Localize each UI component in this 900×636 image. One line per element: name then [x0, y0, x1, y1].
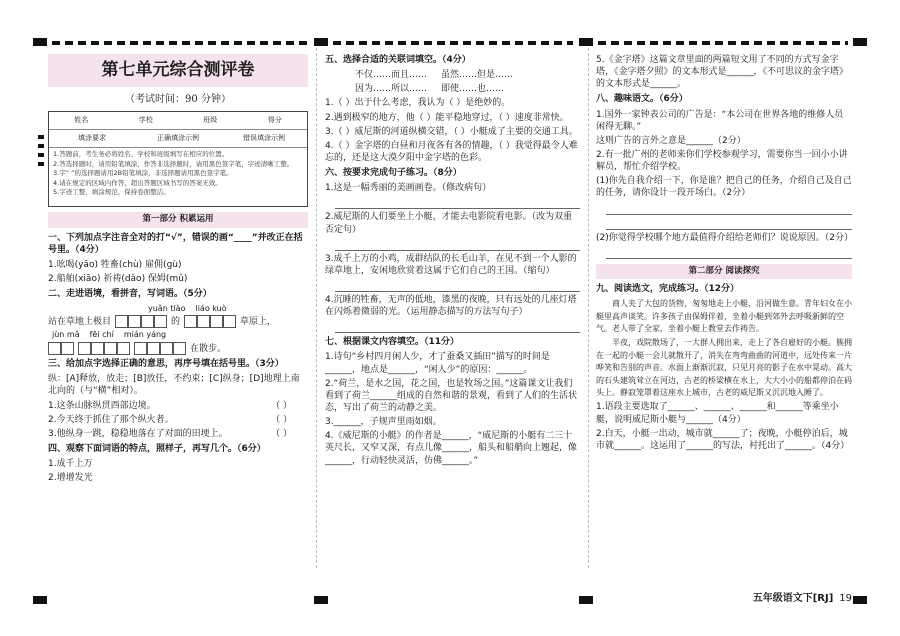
- dash-line: [333, 41, 573, 45]
- column-divider: [316, 48, 317, 568]
- column-divider: [588, 48, 589, 568]
- school-cell: 学校: [138, 116, 153, 125]
- score-cell: 得分: [267, 116, 282, 125]
- question-heading: 七、根据课文内容填空。（11分）: [325, 337, 460, 348]
- question-line: 1.吆喝(yāo) 牲畜(chù) 雇佣(gù): [48, 260, 182, 271]
- binding-mark: [38, 135, 44, 139]
- pinyin: fēi chí: [89, 330, 114, 340]
- option: 不仅……而且……: [355, 70, 428, 81]
- question-heading: 八、趣味语文。（6分）: [596, 94, 688, 105]
- note-line: 3.字“ ”的选择题请用2B铅笔填涂，非选择题请用黑色签字笔。: [53, 169, 233, 178]
- note-line: 2.答选择题时，请用铅笔填涂，作答非选择题时，请用黑色签字笔，字迹清晰工整。: [53, 159, 294, 168]
- note-line: 4.请在规定的区域内作答，超出答题区域书写的答案无效。: [53, 178, 222, 187]
- question-line: （ ） 3.他纵身一跳，稳稳地落在了对面的田埂上。: [48, 428, 292, 439]
- pinyin: mián yáng: [123, 330, 167, 340]
- pinyin: yuǎn tiào: [148, 303, 186, 313]
- note-line: 1.答题前，考生务必将姓名、学校和班级填写在相应的位置。: [53, 150, 229, 159]
- pinyin: jùn mǎ: [52, 330, 80, 340]
- question-line: 2.增增发光: [48, 473, 93, 484]
- answer-line[interactable]: [335, 196, 580, 209]
- answer-line[interactable]: [606, 202, 852, 215]
- question-line: 3.（ ）威尼斯的河道纵横交错，（ ）小艇成了主要的交通工具。: [325, 126, 578, 137]
- question-line: 1.这是一幅秀丽的美画画卷。（修改病句）: [325, 183, 492, 194]
- reading-passage: 商人夹了大包的货物，匆匆地走上小艇，沿河做生意。青年妇女在小艇里高声谈笑。许多孩子由保姆伴着，坐着小艇到郊外去呼吸新鲜的空气。老人带了全家，坐着小艇上教堂去作祷告。: [596, 299, 852, 334]
- info-row: [49, 130, 307, 148]
- question-line: 2.白天，小艇一出动，城市就______了；夜晚，小艇停泊后，城市就______。这运用了______的写法，衬托出了______。（4分）: [596, 428, 850, 451]
- answer-line[interactable]: [335, 238, 580, 251]
- question-heading: 二、走进语境，看拼音，写词语。（5分）: [48, 289, 212, 300]
- info-table: [48, 111, 308, 207]
- section-bar: 第一部分 积累运用: [48, 212, 308, 227]
- option: 即使……也……: [441, 84, 505, 95]
- option: 虽然……但是……: [441, 70, 514, 81]
- option-row: [325, 69, 580, 81]
- question-line: (2)你觉得学校哪个地方最值得介绍给老师们？说说原因。（2分）: [596, 232, 853, 243]
- question-line: 2.有一批广州的老师来你们学校参观学习，需要你当一回小小讲解员，帮忙介绍学校。: [596, 149, 848, 173]
- pinyin-row: [52, 330, 308, 341]
- register-mark: [314, 596, 328, 604]
- pinyin: liáo kuò: [195, 303, 227, 313]
- question-line: (1)你先自我介绍一下，你是谁？把自己的任务，介绍自己及自己的任务，请你设计一段开场白。（2分）: [596, 176, 852, 199]
- question-line: （ ） 2.今天终于抓住了那个纵火者。: [48, 414, 292, 425]
- answer-line[interactable]: [606, 246, 852, 259]
- sentence-text: 草原上，: [240, 316, 277, 327]
- question-line: 1.成千上万: [48, 459, 93, 470]
- binding-mark: [38, 153, 44, 157]
- question-line: 4.（ ）金字塔的白昼和月夜各有各的情趣，（ ）我觉得最令人难忘的，还是这大漠夕阳中金字塔的色彩。: [325, 140, 578, 163]
- exam-time: （考试时间：90 分钟）: [125, 93, 231, 105]
- question-desc: 纵：[A]释放，放走；[B]放任，不约束；[C]纵身；[D]地理上南北向的（与“横”相对）。: [48, 374, 300, 397]
- answer-line[interactable]: [335, 279, 580, 292]
- option: 因为……所以……: [355, 84, 428, 95]
- answer-paren[interactable]: （ ）: [271, 428, 292, 439]
- question-line: 1.语段主要选取了______、______、______和______等乘坐小艇，说明威尼斯小艇与______（4分）: [596, 402, 839, 425]
- middle-column: [325, 48, 580, 469]
- question-line: 4.沉睡的牲畜，无声的低地，漆黑的夜晚，只有远处的几座灯塔在闪烁着微弱的光。（运用静态描写的方法写句子）: [325, 294, 577, 318]
- sentence-text: 在散步。: [190, 343, 227, 354]
- register-mark: [33, 38, 47, 46]
- answer-paren[interactable]: （ ）: [271, 400, 292, 411]
- answer-paren[interactable]: （ ）: [271, 414, 292, 425]
- writing-row: [48, 342, 308, 355]
- reading-passage: 半夜，戏院散场了，一大群人拥出来，走上了各自雇好的小艇。簇拥在一起的小艇一会儿就散开了，消失在弯弯曲曲的河道中，远处传来一片哗笑和告别的声音。水面上渐渐沉寂，只见月亮的影子在水中晃动。高大的石头建筑耸立在河边，古老的桥梁横在水上，大大小小的船都停泊在码头上。静寂笼罩着这座水上城市，古老的威尼斯又沉沉地入睡了。: [596, 338, 852, 398]
- notes: [49, 148, 307, 199]
- binding-mark: [38, 162, 44, 166]
- wrong-example-cell: 错误填涂示例: [243, 134, 285, 143]
- left-column: [48, 48, 308, 486]
- question-heading: 六、按要求完成句子练习。（8分）: [325, 168, 462, 179]
- question-line: 1.国外一家钟表公司的广告是：“本公司在世界各地的维修人员闲得无聊。”: [596, 109, 844, 132]
- dash-line: [52, 41, 310, 45]
- page-number: 19: [839, 593, 852, 604]
- question-line: 1.诗句“乡村四月闲人少，才了蚕桑又插田”描写的时间是______，地点是______，“闲人少”的原因：______。: [325, 352, 550, 375]
- question-heading: 九、阅读选文，完成练习。（12分）: [596, 284, 740, 295]
- question-line: 2.遇到极窄的地方，他（ ）能平稳地穿过，（ ）速度非常快。: [325, 112, 569, 123]
- writing-grid[interactable]: [134, 342, 186, 355]
- writing-grid[interactable]: [48, 342, 74, 355]
- page-title: 第七单元综合测评卷: [48, 54, 308, 87]
- sentence-text: 站在草地上极目: [48, 316, 112, 327]
- register-mark: [33, 596, 47, 604]
- register-mark: [853, 596, 867, 604]
- register-mark: [579, 38, 593, 46]
- question-line: 2.船舶(xiāo) 祈祷(dǎo) 保姆(mǔ): [48, 274, 188, 285]
- section-bar: 第二部分 阅读探究: [596, 264, 852, 279]
- writing-grid[interactable]: [78, 342, 130, 355]
- writing-grid[interactable]: [115, 315, 167, 328]
- note-line: 5.字迹工整，填涂规范，保持卷面整洁。: [53, 188, 170, 197]
- sentence-text: 的: [171, 316, 181, 327]
- binding-mark: [38, 144, 44, 148]
- answer-line[interactable]: [335, 320, 580, 333]
- question-line: 3.成千上万的小鸡，成群结队的长毛山羊，在见不到一个人影的绿草地上，安闲地欣赏着这属于它们自己的王国。（缩句）: [325, 253, 577, 276]
- question-heading: 五、选择合适的关联词填空。（4分）: [325, 55, 471, 65]
- register-mark: [314, 38, 328, 46]
- pinyin-row: [148, 304, 308, 315]
- answer-line[interactable]: [606, 217, 852, 230]
- question-line: 3.______，子规声里雨如烟。: [325, 417, 442, 428]
- question-heading: 一、下列加点字注音全对的打“√”，错误的画“____”并改正在括号里。（4分）: [48, 232, 303, 256]
- fill-req-cell: 填涂要求: [78, 134, 106, 143]
- question-line: 2.威尼斯的人们要坐上小艇，才能去电影院看电影。（改为双重否定句）: [325, 212, 573, 235]
- question-line: （ ） 1.这条山脉纵贯西部边境。: [48, 400, 292, 411]
- name-cell: 姓名: [74, 116, 89, 125]
- register-mark: [579, 596, 593, 604]
- writing-grid[interactable]: [184, 315, 236, 328]
- question-heading: 三、给加点字选择正确的意思，再序号填在括号里。（3分）: [48, 359, 284, 370]
- question-line: 1.（ ）出于什么考虑，我认为（ ）是绝妙的。: [325, 98, 511, 109]
- class-cell: 班级: [203, 116, 218, 125]
- info-row: [49, 112, 307, 130]
- footer-label: 五年级语文下[RJ]: [752, 593, 834, 604]
- register-mark: [853, 38, 867, 46]
- page-footer: [753, 592, 852, 606]
- right-column: [596, 48, 852, 454]
- writing-row: [48, 315, 308, 328]
- question-line: 4.《威尼斯的小艇》的作者是______，“威尼斯的小艇有二三十英尺长，又窄又深，有点儿像______，船头和船艄向上翘起，像______，行动轻快灵活，仿佛______。”: [325, 431, 578, 466]
- question-heading: 四、观察下面词语的特点，照样子，再写几个。（6分）: [48, 444, 266, 455]
- dash-line: [598, 41, 848, 45]
- option-row: [325, 83, 580, 95]
- question-line: 这则广告的言外之意是______（2分）: [596, 135, 746, 146]
- question-line: 5.《金字塔》这篇文章里面的两篇短文用了不同的方式写金字塔，《金字塔夕照》的文本形式是______，《不可思议的金字塔》的文本形式是______。: [596, 55, 849, 90]
- question-line: 2.“荷兰，是水之国，花之国，也是牧场之国。”这篇课文让我们看到了荷兰______组成的自然和谐的景观，看到了人们的生活状态，写出了荷兰的动静之美。: [325, 378, 578, 413]
- correct-example-cell: 正确填涂示例: [157, 134, 199, 143]
